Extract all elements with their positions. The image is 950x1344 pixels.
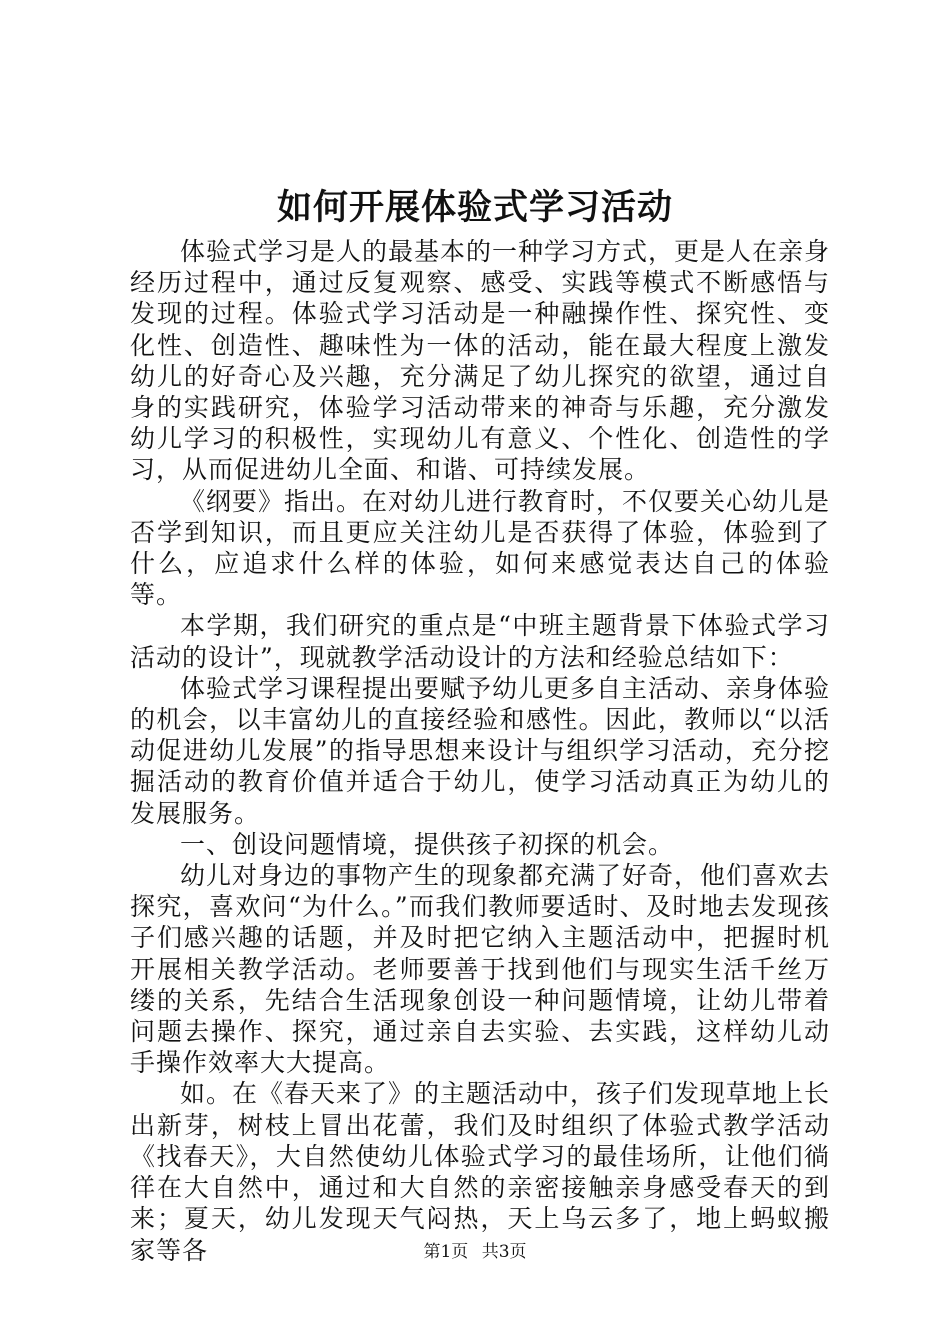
page-footer: [0, 1240, 950, 1264]
paragraph: 如。在《春天来了》的主题活动中，孩子们发现草地上长出新芽，树枝上冒出花蕾，我们及时组织了体验式教学活动《找春天》，大自然使幼儿体验式学习的最佳场所，让他们徜徉在大自然中，通过和大自然的亲密接触亲身感受春天的到来；夏天，幼儿发现天气闷热，天上乌云多了，地上蚂蚁搬家等各: [130, 1079, 831, 1265]
page-total: 共3页: [481, 1242, 527, 1262]
document-body: [130, 236, 830, 1266]
paragraph: 体验式学习课程提出要赋予幼儿更多自主活动、亲身体验的机会，以丰富幼儿的直接经验和感性。因此，教师以“以活动促进幼儿发展”的指导思想来设计与组织学习活动，充分挖掘活动的教育价值并适合于幼儿，使学习活动真正为幼儿的发展服务。: [130, 673, 831, 828]
document-title: 如何开展体验式学习活动: [276, 187, 673, 228]
paragraph: 本学期，我们研究的重点是“中班主题背景下体验式学习活动的设计”，现就教学活动设计的方法和经验总结如下：: [130, 611, 830, 672]
paragraph: 《纲要》指出。在对幼儿进行教育时，不仅要关心幼儿是否学到知识，而且更应关注幼儿是否获得了体验，体验到了什么，应追求什么样的体验，如何来感觉表达自己的体验等。: [130, 486, 831, 610]
page-number: 第1页: [423, 1242, 469, 1262]
paragraph: 体验式学习是人的最基本的一种学习方式，更是人在亲身经历过程中，通过反复观察、感受、实践等模式不断感悟与发现的过程。体验式学习活动是一种融操作性、探究性、变化性、创造性、趣味性为一体的活动，能在最大程度上激发幼儿的好奇心及兴趣，充分满足了幼儿探究的欲望，通过自身的实践研究，体验学习活动带来的神奇与乐趣，充分激发幼儿学习的积极性，实现幼儿有意义、个性化、创造性的学习，从而促进幼儿全面、和谐、可持续发展。: [130, 237, 831, 485]
paragraph: 幼儿对身边的事物产生的现象都充满了好奇，他们喜欢去探究，喜欢问“为什么。”而我们教师要适时、及时地去发现孩子们感兴趣的话题，并及时把它纳入主题活动中，把握时机开展相关教学活动。老师要善于找到他们与现实生活千丝万缕的关系，先结合生活现象创设一种问题情境，让幼儿带着问题去操作、探究，通过亲自去实验、去实践，这样幼儿动手操作效率大大提高。: [130, 861, 831, 1078]
section-heading: 一、创设问题情境，提供孩子初探的机会。: [180, 829, 675, 859]
